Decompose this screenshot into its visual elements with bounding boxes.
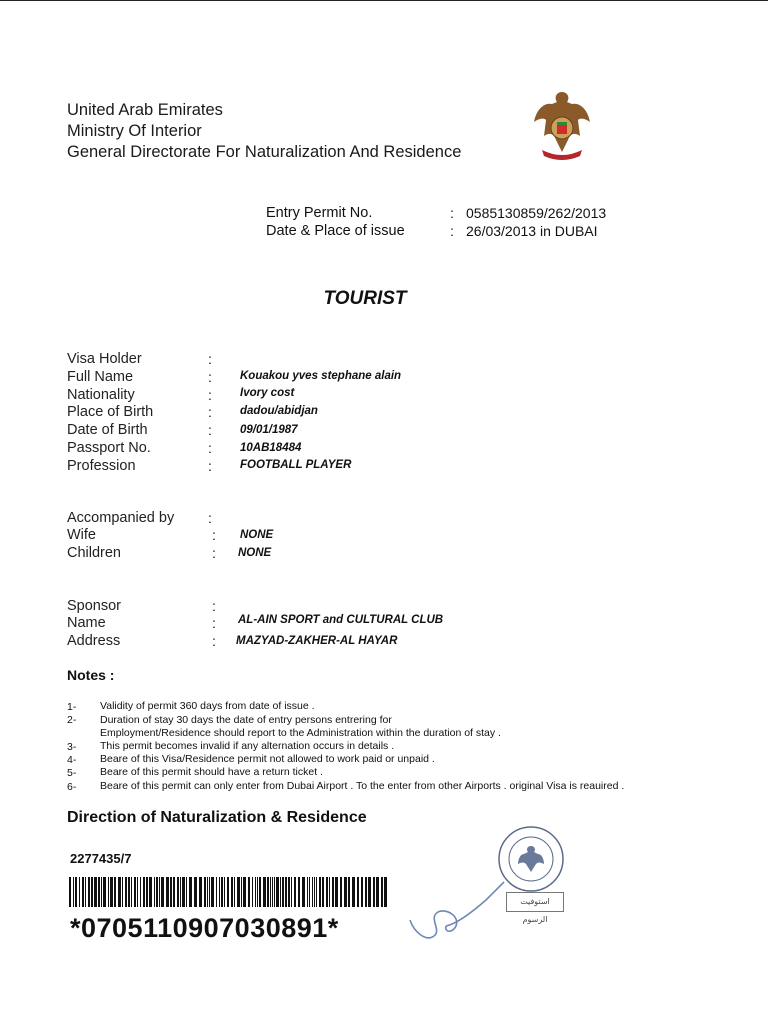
barcode-bar: [156, 877, 158, 907]
barcode-bar: [221, 877, 223, 907]
nationality-label: Nationality: [67, 387, 135, 403]
barcode-bar: [161, 877, 164, 907]
barcode-bar: [180, 877, 181, 907]
barcode-bar: [108, 877, 109, 907]
reference-number: 2277435/7: [70, 851, 132, 866]
barcode-bar: [199, 877, 202, 907]
full-name-label: Full Name: [67, 369, 134, 385]
sponsor-address-value: MAZYAD-ZAKHER-AL HAYAR: [236, 635, 398, 647]
notes-heading: Notes :: [67, 667, 115, 683]
barcode-bar: [128, 877, 130, 907]
barcode-bar: [82, 877, 84, 907]
barcode-bar: [159, 877, 160, 907]
colon: :: [212, 545, 216, 561]
note-number: 1-: [67, 701, 77, 713]
barcode-bar: [114, 877, 116, 907]
barcode-bar: [280, 877, 281, 907]
barcode-bar: [73, 877, 74, 907]
passport-value: 10AB18484: [240, 442, 302, 454]
barcode-bar: [285, 877, 287, 907]
header-directorate: General Directorate For Naturalization And Residence: [67, 143, 462, 161]
barcode-bar: [352, 877, 355, 907]
barcode-bar: [257, 877, 258, 907]
barcode-bar: [231, 877, 233, 907]
colon: :: [212, 633, 216, 649]
barcode-bar: [216, 877, 217, 907]
colon: :: [208, 369, 212, 385]
barcode-bar: [234, 877, 235, 907]
barcode-bar: [329, 877, 330, 907]
barcode-bar: [376, 877, 379, 907]
barcode-bar: [207, 877, 208, 907]
barcode-bar: [368, 877, 371, 907]
barcode-bar: [316, 877, 317, 907]
barcode-bar: [211, 877, 214, 907]
nationality-value: Ivory cost: [240, 387, 295, 399]
barcode-bar: [322, 877, 324, 907]
barcode-bar: [270, 877, 271, 907]
barcode-bar: [276, 877, 279, 907]
barcode-bar: [79, 877, 80, 907]
barcode-bar: [204, 877, 206, 907]
colon: :: [208, 387, 212, 403]
barcode-bar: [75, 877, 77, 907]
barcode-bar: [101, 877, 102, 907]
barcode-bar: [365, 877, 367, 907]
entry-permit-label: Entry Permit No.: [266, 205, 373, 221]
colon: :: [450, 205, 454, 221]
barcode-bar: [189, 877, 192, 907]
barcode-bar: [194, 877, 197, 907]
barcode-bar: [282, 877, 284, 907]
barcode-bar: [326, 877, 328, 907]
colon: :: [208, 458, 212, 474]
full-name-value: Kouakou yves stephane alain: [240, 370, 402, 382]
note-text: Beare of this permit should have a return ticket .: [100, 766, 323, 778]
barcode-bar: [177, 877, 179, 907]
barcode-bar: [103, 877, 106, 907]
barcode-bar: [209, 877, 210, 907]
note-number: 3-: [67, 741, 77, 753]
place-of-birth-label: Place of Birth: [67, 404, 154, 420]
barcode-bar: [288, 877, 290, 907]
note-text: This permit becomes invalid if any alternation occurs in details .: [100, 740, 395, 752]
barcode-bar: [131, 877, 132, 907]
note-number: 4-: [67, 754, 77, 766]
barcode-bar: [384, 877, 387, 907]
barcode-bar: [125, 877, 127, 907]
barcode-bar: [186, 877, 187, 907]
accompanied-label: Accompanied by: [67, 510, 175, 526]
barcode-bar: [357, 877, 359, 907]
barcode-bar: [69, 877, 71, 907]
fees-paid-stamp: استوفيت الرسوم: [506, 892, 564, 912]
barcode-bar: [143, 877, 145, 907]
permit-type-title: TOURIST: [323, 288, 407, 309]
barcode-bar: [182, 877, 185, 907]
barcode-bar: [122, 877, 123, 907]
barcode-bar: [173, 877, 175, 907]
barcode-bar: [140, 877, 141, 907]
barcode-bar: [227, 877, 229, 907]
barcode-bar: [291, 877, 292, 907]
barcode-bar: [241, 877, 242, 907]
date-place-value: 26/03/2013 in DUBAI: [466, 223, 598, 239]
entry-permit-value: 0585130859/262/2013: [466, 205, 607, 221]
barcode-bar: [98, 877, 100, 907]
passport-label: Passport No.: [67, 440, 151, 456]
note-text: Beare of this Visa/Residence permit not allowed to work paid or unpaid .: [100, 753, 435, 765]
barcode-bar: [149, 877, 152, 907]
barcode-bar: [272, 877, 273, 907]
colon: :: [208, 422, 212, 438]
barcode-bar: [361, 877, 363, 907]
barcode-bar: [373, 877, 375, 907]
barcode-bar: [85, 877, 86, 907]
colon: :: [208, 351, 212, 367]
header-ministry: Ministry Of Interior: [67, 122, 202, 140]
barcode-bar: [332, 877, 334, 907]
children-value: NONE: [238, 547, 272, 559]
colon: :: [212, 615, 216, 631]
colon: :: [212, 598, 216, 614]
barcode-bar: [94, 877, 97, 907]
barcode-bar: [137, 877, 138, 907]
barcode-bar: [314, 877, 315, 907]
barcode-bar: [344, 877, 347, 907]
signature-image: [400, 860, 510, 950]
note-text: Duration of stay 30 days the date of entry persons entrering for: [100, 714, 392, 726]
top-border: [0, 0, 768, 1]
barcode-bar: [381, 877, 383, 907]
sponsor-name-label: Name: [67, 615, 106, 631]
sponsor-address-label: Address: [67, 633, 121, 649]
barcode-bar: [154, 877, 155, 907]
barcode-bar: [312, 877, 313, 907]
visa-holder-label: Visa Holder: [67, 351, 142, 367]
barcode-bar: [134, 877, 136, 907]
barcode-bar: [335, 877, 338, 907]
barcode-bar: [259, 877, 261, 907]
barcode-bar: [243, 877, 246, 907]
wife-label: Wife: [67, 527, 96, 543]
barcode-bar: [309, 877, 310, 907]
barcode-bar: [224, 877, 225, 907]
wife-value: NONE: [240, 529, 274, 541]
colon: :: [208, 510, 212, 526]
barcode-bar: [274, 877, 275, 907]
barcode-image: [69, 877, 391, 907]
colon: :: [208, 404, 212, 420]
barcode-bar: [252, 877, 253, 907]
note-number: 5-: [67, 767, 77, 779]
children-label: Children: [67, 545, 121, 561]
profession-value: FOOTBALL PLAYER: [240, 459, 352, 471]
barcode-bar: [298, 877, 300, 907]
barcode-bar: [267, 877, 269, 907]
note-text: Beare of this permit can only enter from Dubai Airport . To the enter from other Airports . original Visa is reauired .: [100, 780, 625, 792]
barcode-bar: [263, 877, 266, 907]
colon: :: [208, 440, 212, 456]
barcode-bar: [348, 877, 350, 907]
barcode-bar: [302, 877, 305, 907]
barcode-bar: [88, 877, 90, 907]
barcode-bar: [118, 877, 121, 907]
barcode-number: *0705110907030891*: [70, 913, 339, 943]
note-number: 6-: [67, 781, 77, 793]
date-of-birth-label: Date of Birth: [67, 422, 148, 438]
barcode-bar: [146, 877, 148, 907]
place-of-birth-value: dadou/abidjan: [240, 405, 318, 417]
barcode-bar: [340, 877, 342, 907]
barcode-bar: [319, 877, 321, 907]
barcode-bar: [307, 877, 308, 907]
barcode-bar: [170, 877, 172, 907]
barcode-bar: [219, 877, 220, 907]
note-number: 2-: [67, 714, 77, 726]
colon: :: [450, 223, 454, 239]
date-of-birth-value: 09/01/1987: [240, 424, 298, 436]
direction-heading: Direction of Naturalization & Residence: [67, 809, 367, 826]
note-text-continued: Employment/Residence should report to the Administration within the duration of stay .: [100, 727, 501, 739]
note-text: Validity of permit 360 days from date of issue .: [100, 700, 315, 712]
sponsor-label: Sponsor: [67, 598, 122, 614]
profession-label: Profession: [67, 458, 136, 474]
barcode-bar: [91, 877, 93, 907]
barcode-bar: [110, 877, 113, 907]
barcode-bar: [166, 877, 169, 907]
sponsor-name-value: AL-AIN SPORT and CULTURAL CLUB: [238, 614, 444, 626]
barcode-bar: [294, 877, 296, 907]
header-country: United Arab Emirates: [67, 101, 223, 119]
date-place-label: Date & Place of issue: [266, 223, 405, 239]
barcode-bar: [255, 877, 256, 907]
barcode-bar: [237, 877, 240, 907]
colon: :: [212, 527, 216, 543]
uae-emblem-icon: [530, 88, 594, 168]
barcode-bar: [248, 877, 250, 907]
